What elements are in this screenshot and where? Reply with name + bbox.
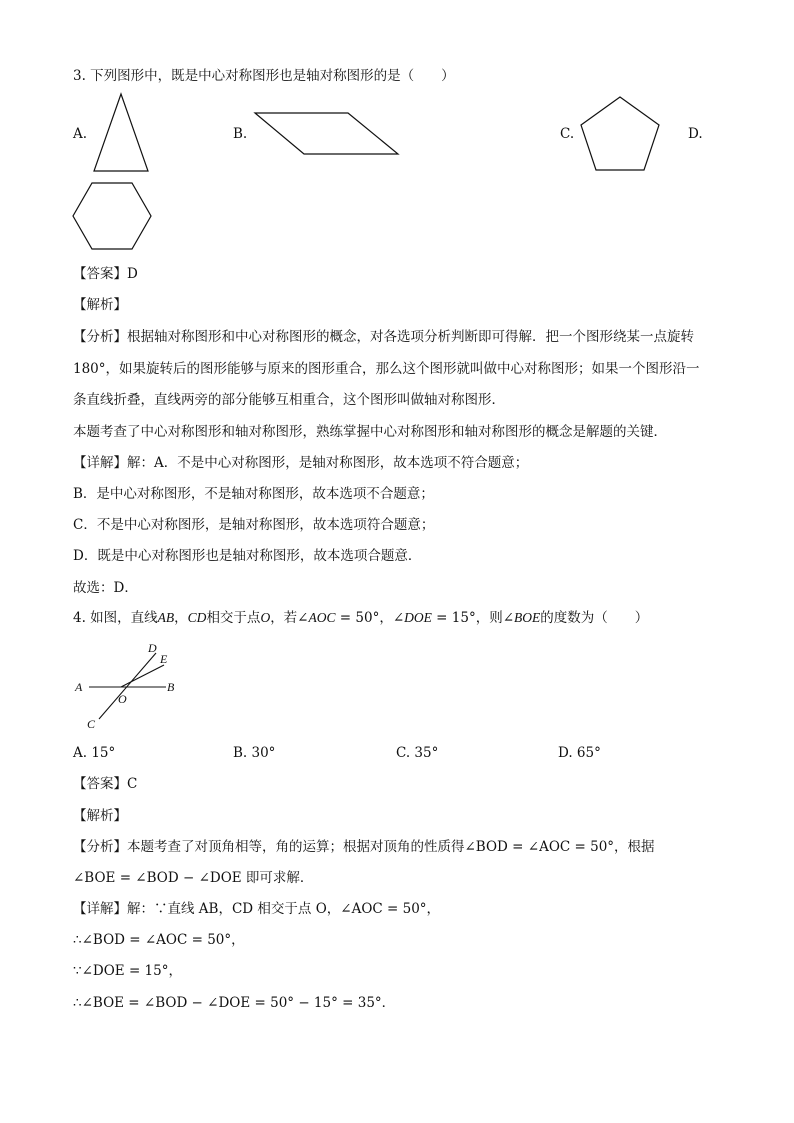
q4-angle-boe: BOE: [514, 610, 541, 625]
label-c: C: [87, 717, 96, 731]
q4-option-d: D. 65°: [558, 745, 601, 761]
parallelogram-figure: [252, 110, 402, 158]
q3-fenxi-line-1: 【分析】根据轴对称图形和中心对称图形的概念，对各选项分析判断即可得解．把一个图形绕某一点旋转: [73, 329, 694, 345]
q4-stem-mid: 相交于点: [206, 610, 261, 626]
q4-comma-angle: ，∠: [379, 610, 405, 626]
q4-fenxi-line-1: 【分析】本题考查了对顶角相等，角的运算；根据对顶角的性质得∠BOD = ∠AOC = 50°，根据: [73, 839, 655, 855]
q4-stem: [73, 609, 648, 627]
q4-detail-line-3: ∵∠DOE = 15°，: [73, 963, 182, 979]
q4-stem-prefix: 4. 如图，直线: [73, 610, 158, 626]
label-e: E: [160, 652, 168, 666]
q4-option-c: C. 35°: [396, 745, 439, 761]
q4-option-a: A. 15°: [73, 745, 116, 761]
q4-angle-doe-value: = 15°: [431, 610, 476, 626]
q4-detail-line-2: ∴∠BOD = ∠AOC = 50°，: [73, 932, 245, 948]
q4-option-b: B. 30°: [233, 745, 276, 761]
q3-stem: 3. 下列图形中，既是中心对称图形也是轴对称图形的是（ ）: [73, 68, 455, 84]
q4-angle-aoc-value: = 50°: [335, 610, 380, 626]
q3-fenxi-line-3: 条直线折叠，直线两旁的部分能够互相重合，这个图形叫做轴对称图形．: [73, 392, 505, 408]
q3-detail-d: D．既是中心对称图形也是轴对称图形，故本选项合题意．: [73, 548, 422, 564]
q4-point-o: O: [260, 610, 271, 625]
q3-option-b-label: B.: [233, 126, 248, 142]
q4-stem-if: ，若∠: [270, 610, 309, 626]
q4-line-cd: CD: [187, 610, 207, 625]
label-a: A: [75, 680, 83, 694]
q3-choice: 故选：D．: [73, 580, 138, 596]
q4-fenxi-line-2: ∠BOE = ∠BOD − ∠DOE 即可求解．: [73, 870, 314, 886]
q3-answer: [73, 265, 138, 283]
q4-detail-line-1: 【详解】解：∵直线 AB，CD 相交于点 O，∠AOC = 50°，: [73, 901, 441, 917]
answer-value: C: [127, 776, 138, 792]
q4-angle-doe: DOE: [404, 610, 432, 625]
q3-analysis-tag: 【解析】: [73, 297, 127, 313]
label-o: O: [118, 692, 127, 706]
q3-option-a-label: A.: [73, 126, 88, 142]
line-cd: [99, 653, 156, 719]
label-d: D: [148, 641, 157, 655]
q3-fenxi-line-4: 本题考查了中心对称图形和轴对称图形，熟练掌握中心对称图形和轴对称图形的概念是解题的关键．: [73, 424, 667, 440]
q4-stem-end: 的度数为（ ）: [540, 610, 649, 626]
q3-option-d-label: D.: [688, 126, 703, 142]
intersecting-lines-figure: [72, 640, 182, 732]
q4-comma: ，: [174, 610, 188, 626]
answer-value: D: [127, 266, 138, 282]
answer-tag: 【答案】: [73, 776, 127, 792]
q3-detail-c: C．不是中心对称图形，是轴对称图形，故本选项符合题意；: [73, 517, 435, 533]
q3-fenxi-line-2: 180°，如果旋转后的图形能够与原来的图形重合，那么这个图形就叫做中心对称图形；如果一个图形沿一: [73, 361, 700, 377]
q4-angle-aoc: AOC: [308, 610, 336, 625]
hexagon-figure: [70, 180, 154, 252]
q4-answer: [73, 775, 137, 793]
q3-detail-a: 【详解】解：A．不是中心对称图形，是轴对称图形，故本选项不符合题意；: [73, 455, 529, 471]
q4-detail-line-4: ∴∠BOE = ∠BOD − ∠DOE = 50° − 15° = 35°．: [73, 995, 396, 1011]
q4-stem-then: ，则∠: [475, 610, 515, 626]
q3-option-c-label: C.: [560, 126, 575, 142]
answer-tag: 【答案】: [73, 266, 127, 282]
q4-line-ab: AB: [157, 610, 175, 625]
triangle-figure: [90, 92, 152, 174]
q4-analysis-tag: 【解析】: [73, 808, 127, 824]
pentagon-figure: [577, 94, 663, 174]
label-b: B: [167, 680, 175, 694]
q3-detail-b: B．是中心对称图形，不是轴对称图形，故本选项不合题意；: [73, 486, 434, 502]
